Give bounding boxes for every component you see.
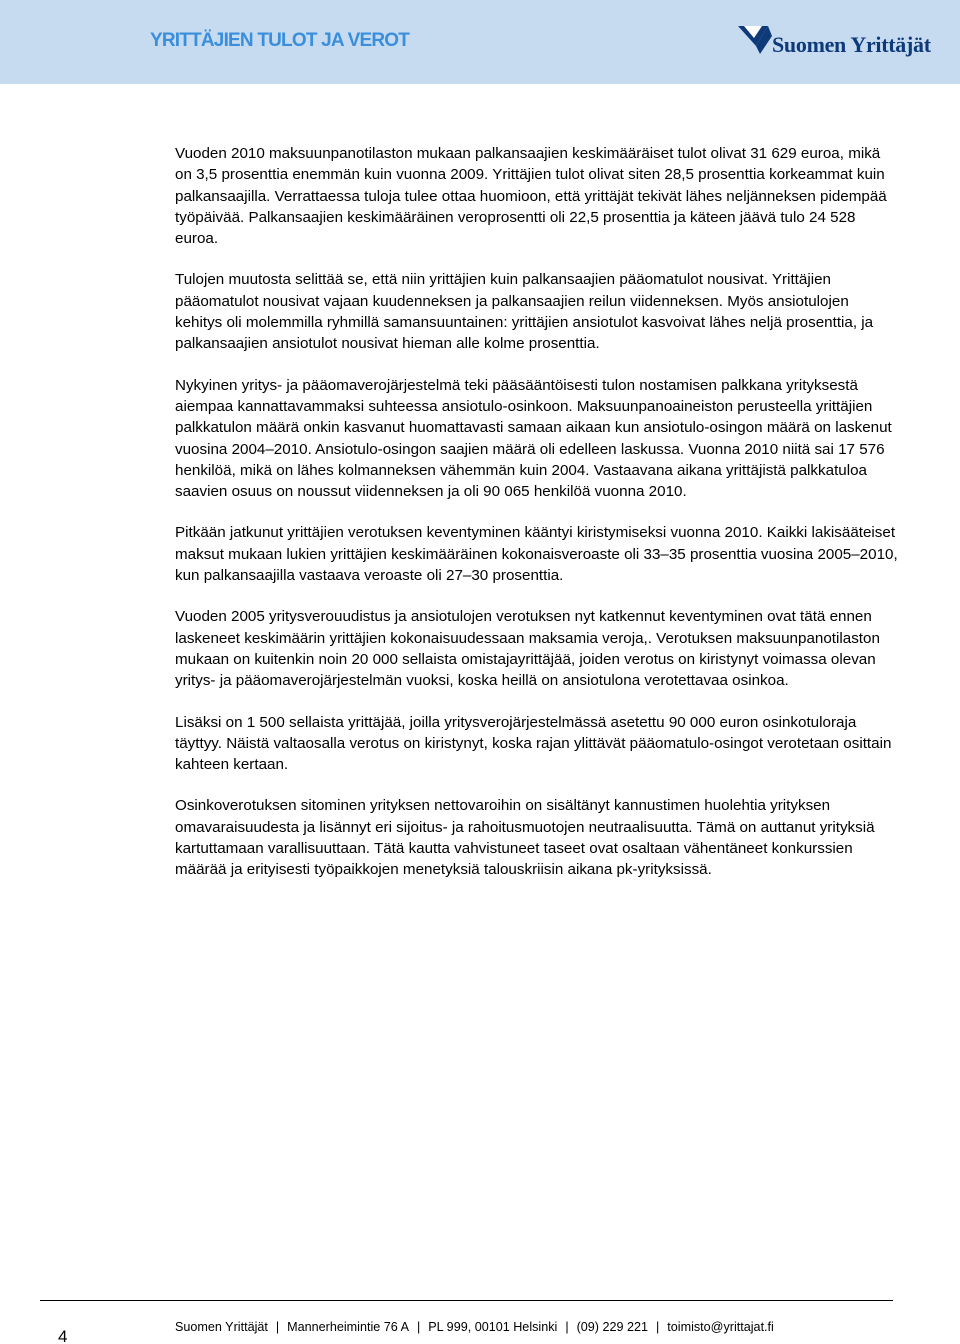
footer-separator: | — [275, 1320, 280, 1334]
footer-separator: | — [656, 1320, 660, 1334]
footer-separator: | — [565, 1320, 569, 1334]
document-title: YRITTÄJIEN TULOT JA VEROT — [150, 30, 410, 51]
paragraph-5: Vuoden 2005 yritysverouudistus ja ansiotulojen verotuksen nyt katkennut keventyminen ovat tätä ennen laskeneet keskimäärin yrittäjien kokonaisuudessaan maksamia veroja,. Verotuksen maksuunpanotilaston mukaan on kuitenkin noin 20 000 sellaista omistajayrittäjää, joiden verotus on kiristynyt voimassa olevan yritys- ja pääomaverojärjestelmän vuoksi, koska heillä on ansiotulona verotettavaa osinkoa. — [175, 608, 880, 690]
triangle-flag-logo-icon — [736, 22, 776, 62]
footer-po-box: PL 999, 00101 Helsinki — [428, 1320, 558, 1334]
footer-organization: Suomen Yrittäjät — [175, 1320, 268, 1334]
footer-phone: (09) 229 221 — [576, 1320, 649, 1334]
footer-contact — [175, 1320, 774, 1334]
page-number: 4 — [58, 1327, 68, 1344]
footer-separator: | — [416, 1320, 421, 1334]
organization-logo — [736, 22, 936, 62]
paragraph-4: Pitkään jatkunut yrittäjien verotuksen keventyminen kääntyi kiristymiseksi vuonna 2010. Kaikki lakisääteiset maksut mukaan lukien yrittäjien keskimääräinen kokonaisveroaste oli 33–35 prosenttia vuosina 2005–2010, kun palkansaajilla vastaava veroaste oli 27–30 prosenttia. — [175, 524, 898, 585]
footer-address: Mannerheimintie 76 A — [287, 1320, 409, 1334]
logo-wordmark: Suomen Yrittäjät — [772, 32, 931, 57]
paragraph-6: Lisäksi on 1 500 sellaista yrittäjää, joilla yritysverojärjestelmässä asetettu 90 000 euron osinkotuloraja täyttyy. Näistä valtaosalla verotus on kiristynyt, koska rajan ylittävät pääomatulo-osingot verotetaan osittain kahteen kertaan. — [175, 713, 892, 774]
document-body — [175, 143, 900, 901]
paragraph-3: Nykyinen yritys- ja pääomaverojärjestelmä teki pääsääntöisesti tulon nostamisen palkkana yrityksestä aiempaa kannattavammaksi suhteessa ansiotulo-osinkoon. Maksuunpanoaineiston perusteella yrittäjien palkkatulon määrä onkin kasvanut huomattavasti samaan aikaan kun ansiotulo-osingon määrä on laskenut vuosina 2004–2010. Ansiotulo-osingon saajien määrä oli edelleen laskussa. Vuonna 2010 niitä sai 17 576 henkilöä, mikä on lähes kolmanneksen vähemmän kuin 2004. Vastaavana aikana yrittäjistä palkkatuloa saavien osuus on noussut viidenneksen ja oli 90 065 henkilöä vuonna 2010. — [175, 376, 892, 501]
footer-email: toimisto@yrittajat.fi — [667, 1320, 774, 1334]
paragraph-7: Osinkoverotuksen sitominen yrityksen nettovaroihin on sisältänyt kannustimen huolehtia yrityksen omavaraisuudesta ja lisännyt eri sijoitus- ja rahoitusmuotojen neutraalisuutta. Tämä on auttanut yrityksiä kartuttamaan varallisuuttaan. Tätä kautta vahvistuneet taseet ovat osaltaan vähentäneet konkurssien määrää ja erityisesti työpaikkojen menetyksiä talouskriisin aikana pk-yrityksissä. — [175, 797, 875, 879]
footer-divider — [40, 1300, 893, 1301]
paragraph-1: Vuoden 2010 maksuunpanotilaston mukaan palkansaajien keskimääräiset tulot olivat 31 629 euroa, mikä on 3,5 prosenttia enemmän kuin vuonna 2009. Yrittäjien tulot olivat siten 28,5 prosenttia korkeammat kuin palkansaajilla. Verrattaessa tuloja tulee ottaa huomioon, että yrittäjät tekivät lähes neljänneksen pidempää työpäivää. Palkansaajien keskimääräinen veroprosentti oli 22,5 prosenttia ja käteen jäävä tulo 24 528 euroa. — [175, 145, 887, 248]
paragraph-2: Tulojen muutosta selittää se, että niin yrittäjien kuin palkansaajien pääomatulot nousivat. Yrittäjien pääomatulot nousivat vajaan kuudenneksen ja palkansaajien reilun viidenneksen. Myös ansiotulojen kehitys oli molemmilla ryhmillä samansuuntainen: yrittäjien ansiotulot kasvoivat lähes neljä prosenttia, ja palkansaajien ansiotulot nousivat hieman alle kolme prosenttia. — [175, 271, 874, 353]
